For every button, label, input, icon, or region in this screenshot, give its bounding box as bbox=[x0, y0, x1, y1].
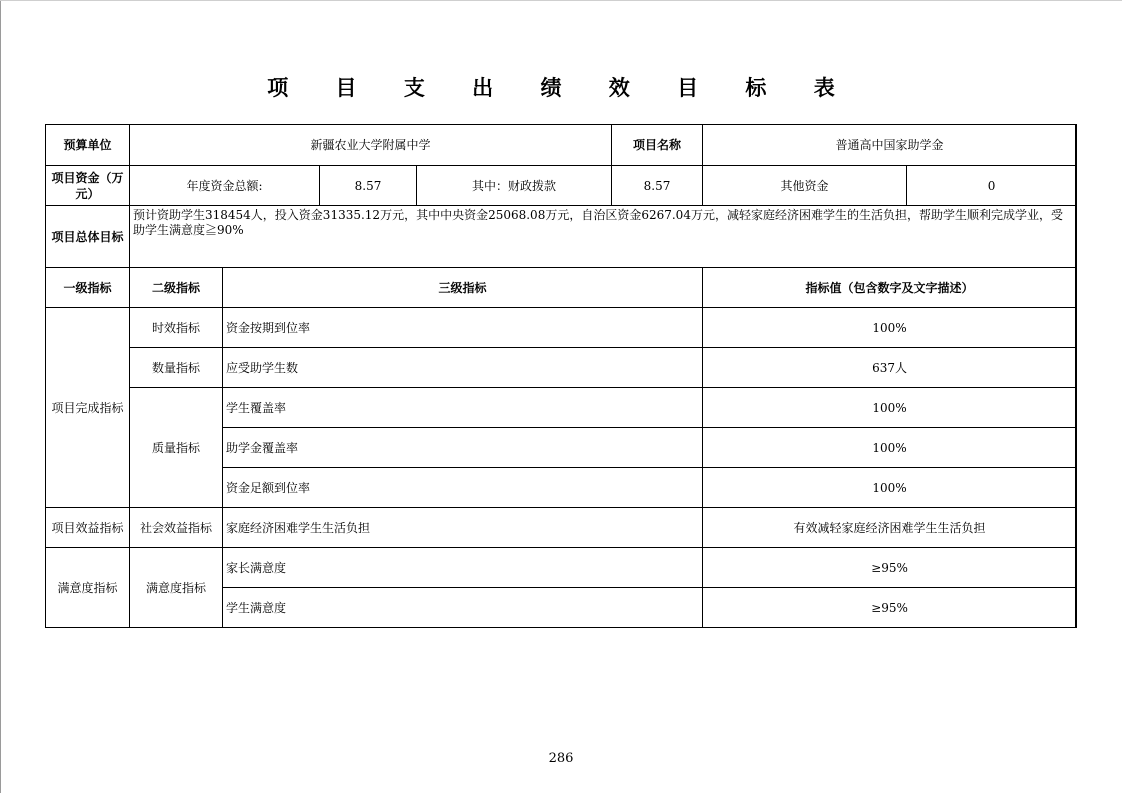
fiscal-allocation-label: 其中：财政拨款 bbox=[417, 166, 612, 206]
other-funds-label: 其他资金 bbox=[703, 166, 907, 206]
indicator-value-cell: 100% bbox=[703, 428, 1077, 468]
indicator-value-cell: 637人 bbox=[703, 348, 1077, 388]
level1-cell: 项目效益指标 bbox=[46, 508, 130, 548]
table-row bbox=[46, 388, 1077, 428]
level3-header: 三级指标 bbox=[223, 268, 703, 308]
indicator-header-row bbox=[46, 268, 1077, 308]
project-funds-label: 项目资金（万元） bbox=[46, 166, 130, 206]
level3-cell: 学生覆盖率 bbox=[223, 388, 703, 428]
performance-goal-table bbox=[45, 124, 1077, 628]
overall-goal-label: 项目总体目标 bbox=[46, 206, 130, 268]
project-name-label: 项目名称 bbox=[612, 125, 703, 166]
level3-cell: 学生满意度 bbox=[223, 588, 703, 628]
table-row bbox=[46, 508, 1077, 548]
indicator-value-cell: 100% bbox=[703, 468, 1077, 508]
indicator-value-cell: 有效减轻家庭经济困难学生生活负担 bbox=[703, 508, 1077, 548]
indicator-value-cell: ≥95% bbox=[703, 548, 1077, 588]
level2-cell: 质量指标 bbox=[130, 388, 223, 508]
unit-row bbox=[46, 125, 1077, 166]
funds-row bbox=[46, 166, 1077, 206]
project-name-value: 普通高中国家助学金 bbox=[703, 125, 1077, 166]
indicator-value-cell: ≥95% bbox=[703, 588, 1077, 628]
level3-cell: 资金足额到位率 bbox=[223, 468, 703, 508]
level2-cell: 社会效益指标 bbox=[130, 508, 223, 548]
level3-cell: 应受助学生数 bbox=[223, 348, 703, 388]
fiscal-allocation-value: 8.57 bbox=[612, 166, 703, 206]
level3-cell: 家庭经济困难学生生活负担 bbox=[223, 508, 703, 548]
level3-cell: 资金按期到位率 bbox=[223, 308, 703, 348]
level3-cell: 家长满意度 bbox=[223, 548, 703, 588]
level3-cell: 助学金覆盖率 bbox=[223, 428, 703, 468]
page-number: 286 bbox=[548, 751, 574, 766]
level2-cell: 时效指标 bbox=[130, 308, 223, 348]
table-row bbox=[46, 548, 1077, 588]
overall-goal-text: 预计资助学生318454人，投入资金31335.12万元，其中中央资金25068.08万元，自治区资金6267.04万元，减轻家庭经济困难学生的生活负担，帮助学生顺利完成学业，受助学生满意度≧90% bbox=[130, 206, 1077, 268]
annual-total-value: 8.57 bbox=[320, 166, 417, 206]
annual-total-label: 年度资金总额: bbox=[130, 166, 320, 206]
budget-unit-label: 预算单位 bbox=[46, 125, 130, 166]
indicator-value-cell: 100% bbox=[703, 388, 1077, 428]
level2-cell: 满意度指标 bbox=[130, 548, 223, 628]
other-funds-value: 0 bbox=[907, 166, 1077, 206]
level1-cell: 满意度指标 bbox=[46, 548, 130, 628]
level2-cell: 数量指标 bbox=[130, 348, 223, 388]
overall-goal-row bbox=[46, 206, 1077, 268]
indicator-value-cell: 100% bbox=[703, 308, 1077, 348]
indicator-value-header: 指标值（包含数字及文字描述） bbox=[703, 268, 1077, 308]
table-row bbox=[46, 348, 1077, 388]
table-row bbox=[46, 308, 1077, 348]
level2-header: 二级指标 bbox=[130, 268, 223, 308]
level1-header: 一级指标 bbox=[46, 268, 130, 308]
page-edge-left bbox=[0, 0, 1, 793]
page-title: 项 目 支 出 绩 效 目 标 表 bbox=[267, 76, 855, 100]
budget-unit-value: 新疆农业大学附属中学 bbox=[130, 125, 612, 166]
level1-cell: 项目完成指标 bbox=[46, 308, 130, 508]
page-edge-top bbox=[0, 0, 1122, 1]
